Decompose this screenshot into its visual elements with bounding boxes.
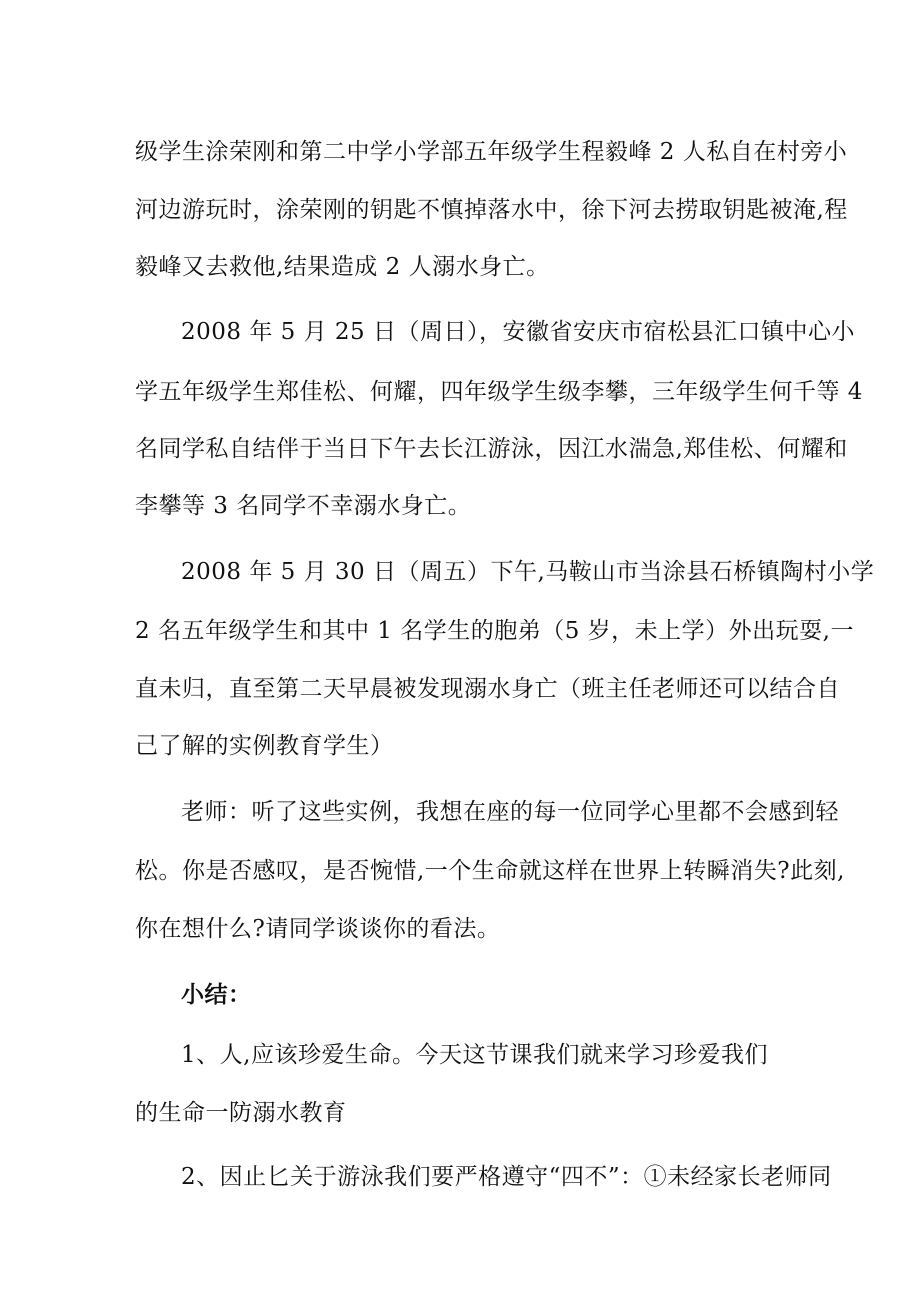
body-line-1: 级学生涂荣刚和第二中学小学部五年级学生程毅峰 2 人私自在村旁小 (135, 139, 848, 165)
summary-heading: 小结： (181, 982, 252, 1008)
body-line-6: 名同学私自结伴于当日下午去长江游泳，因江水湍急,郑佳松、何耀和 (135, 436, 848, 462)
body-line-18: 2、因止匕关于游泳我们要严格遵守“四不”：①未经家长老师同 (181, 1164, 832, 1190)
body-line-14: 你在想什么?请同学谈谈你的看法。 (135, 916, 501, 942)
body-line-9: 2 名五年级学生和其中 1 名学生的胞弟（5 岁，未上学）外出玩耍,一 (135, 618, 854, 644)
body-line-17: 的生命一防溺水教育 (135, 1100, 347, 1126)
body-line-11: 己了解的实例教育学生） (135, 733, 394, 759)
body-line-13: 松。你是否感叹，是否惋惜,一个生命就这样在世界上转瞬消失?此刻, (135, 858, 845, 884)
body-line-2: 河边游玩时，涂荣刚的钥匙不慎掉落水中，徐下河去捞取钥匙被淹,程 (135, 197, 848, 223)
body-line-10: 直未归，直至第二天早晨被发现溺水身亡（班主任老师还可以结合自 (135, 676, 840, 702)
body-line-8: 2008 年 5 月 30 日（周五）下午,马鞍山市当涂县石桥镇陶村小学 (181, 559, 875, 585)
body-line-3: 毅峰又去救他,结果造成 2 人溺水身亡。 (135, 254, 550, 280)
body-line-16: 1、人,应该珍爱生命。今天这节课我们就来学习珍爱我们 (181, 1042, 768, 1068)
body-line-12: 老师：听了这些实例，我想在座的每一位同学心里都不会感到轻 (181, 799, 839, 825)
body-line-4: 2008 年 5 月 25 日（周日），安徽省安庆市宿松县汇口镇中心小 (181, 319, 855, 345)
body-line-5: 学五年级学生郑佳松、何耀，四年级学生级李攀，三年级学生何千等 4 (135, 379, 863, 405)
body-line-7: 李攀等 3 名同学不幸溺水身亡。 (135, 493, 472, 519)
